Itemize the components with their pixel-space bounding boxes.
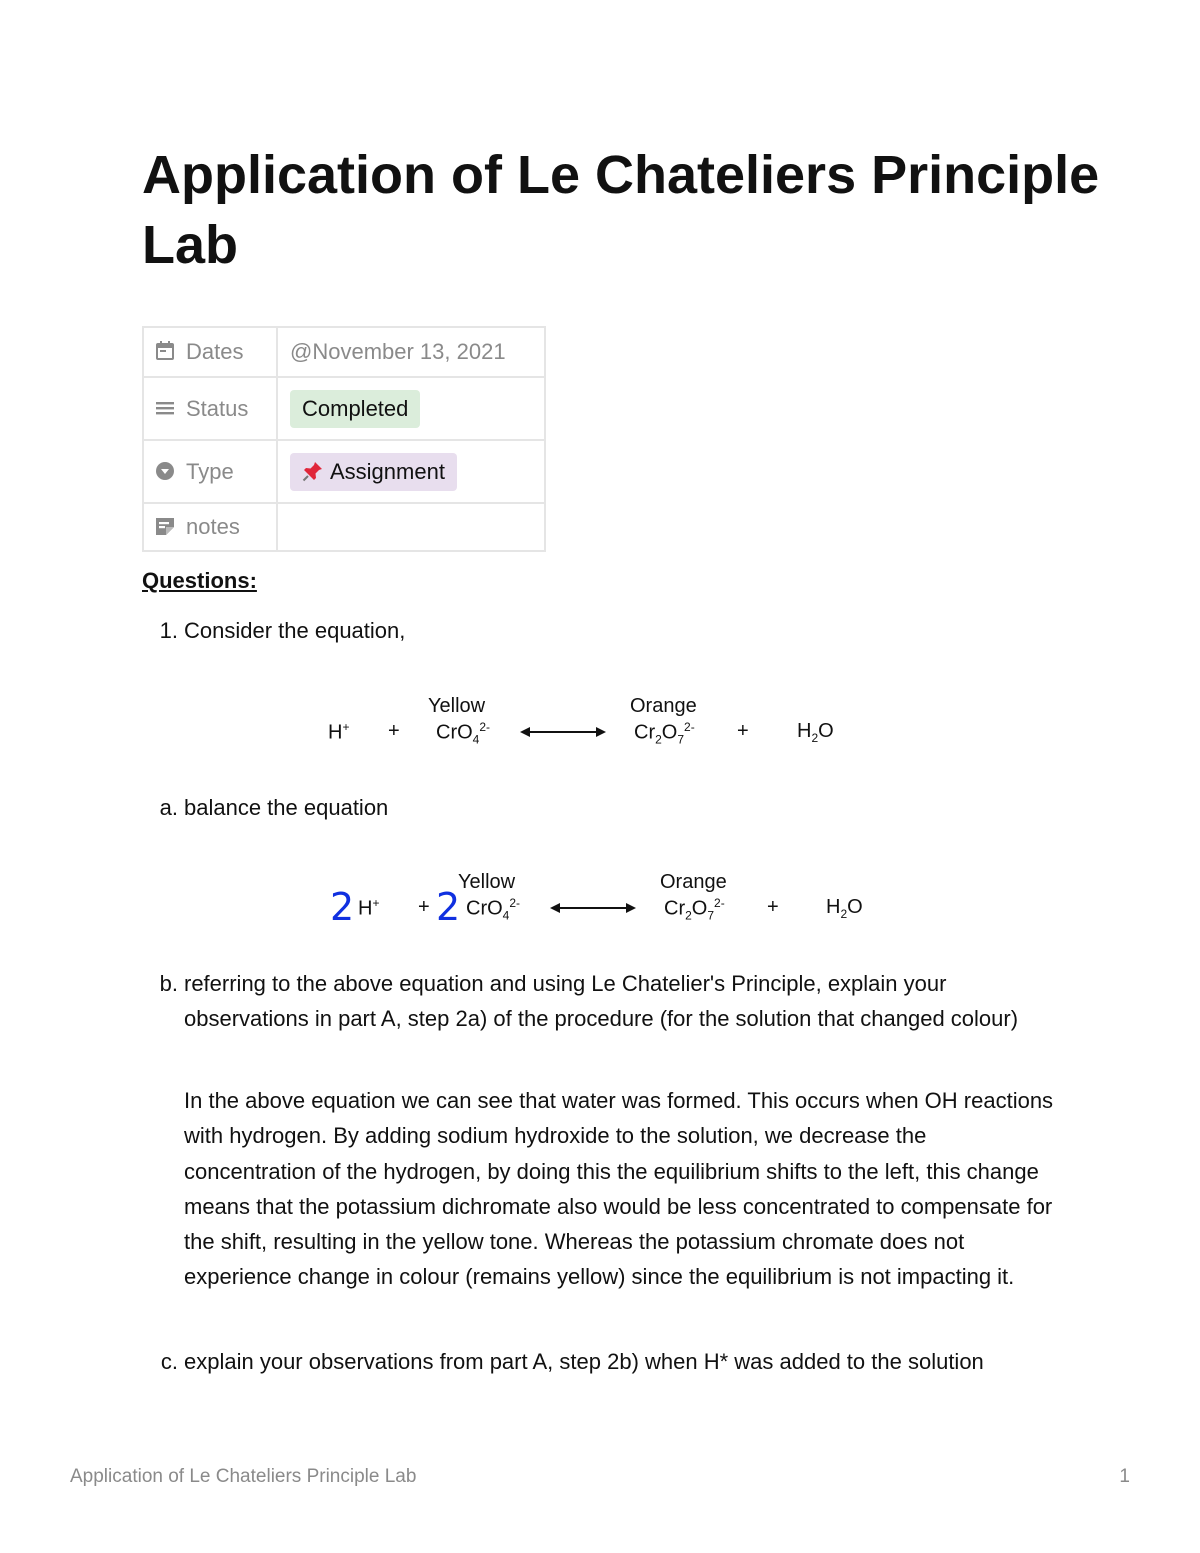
type-label: Assignment — [330, 458, 445, 484]
page-title: Application of Le Chateliers Principle Lab — [142, 145, 1100, 275]
dichromate: $Cr_2O_7^{2-}$ — [634, 720, 695, 747]
equilibrium-arrow — [550, 900, 636, 916]
property-key — [143, 377, 277, 440]
property-row-dates — [143, 327, 545, 377]
property-row-type — [143, 440, 545, 503]
date-value: @November 13, 2021 — [290, 339, 506, 364]
plus-sign: + — [388, 720, 400, 742]
property-key-label: Dates — [186, 339, 244, 364]
status-badge[interactable]: Completed — [290, 390, 420, 428]
water: $H_2O$ — [797, 720, 834, 745]
pushpin-icon — [302, 458, 324, 486]
plus-sign: + — [737, 720, 749, 742]
list-text: referring to the above equation and using Le Chatelier's Principle, explain your observations in part A, step 2a) of the procedure (for the solution that changed colour) — [184, 971, 1019, 1031]
orange-label: Orange — [660, 871, 727, 893]
footer-title: Application of Le Chateliers Principle Lab — [70, 1466, 417, 1487]
handwritten-coefficient: 2 — [330, 885, 355, 929]
plus-sign: + — [418, 896, 430, 918]
property-value[interactable] — [277, 377, 545, 440]
property-key — [143, 440, 277, 503]
property-row-status — [143, 377, 545, 440]
property-key — [143, 327, 277, 377]
dichromate: $Cr_2O_7^{2-}$ — [664, 896, 725, 923]
list-text: balance the equation — [184, 795, 389, 820]
handwritten-coefficient: 2 — [436, 885, 461, 929]
questions-heading: Questions: — [142, 568, 257, 593]
page-number: 1 — [1119, 1466, 1130, 1487]
property-key-label: notes — [186, 514, 240, 539]
page-footer — [70, 1466, 1130, 1488]
hydrogen-ion: H+ — [358, 896, 380, 920]
property-key-label: Status — [186, 395, 249, 421]
select-icon — [154, 460, 176, 482]
list-marker: b. — [159, 971, 178, 996]
note-icon — [154, 515, 176, 537]
property-value[interactable] — [277, 327, 545, 377]
list-marker: a. — [159, 795, 178, 820]
calendar-icon — [154, 340, 176, 362]
yellow-label: Yellow — [458, 871, 516, 893]
list-text: explain your observations from part A, step 2b) when H* was added to the solution — [184, 1349, 984, 1374]
properties-table — [142, 326, 546, 552]
property-row-notes — [143, 503, 545, 551]
yellow-label: Yellow — [428, 695, 486, 717]
plus-sign: + — [767, 896, 779, 918]
list-marker: 1. — [159, 618, 178, 643]
type-badge[interactable] — [290, 453, 457, 491]
list-marker: c. — [160, 1349, 178, 1374]
property-value[interactable] — [277, 503, 545, 551]
list-icon — [154, 397, 176, 419]
water: $H_2O$ — [826, 896, 863, 921]
equilibrium-arrow — [520, 724, 606, 740]
property-key-label: Type — [186, 458, 234, 484]
chromate: CrO$_4^{2-}$ — [466, 896, 521, 923]
property-value[interactable] — [277, 440, 545, 503]
property-key — [143, 503, 277, 551]
answer-paragraph: In the above equation we can see that water was formed. This occurs when OH reactions with hydrogen. By adding sodium hydroxide to the solution, we decrease the concentration of the hydrogen, by doing this the equilibrium shifts to the left, this change means that the potassium dichromate also would be less concentrated to compensate for the shift, resulting in the yellow tone. Whereas the potassium chromate does not experience change in colour (remains yellow) since the equilibrium is not impacting it. — [184, 1088, 1054, 1290]
hydrogen-ion: H+ — [328, 720, 350, 744]
orange-label: Orange — [630, 695, 697, 717]
chromate: CrO$_4^{2-}$ — [436, 720, 491, 747]
list-text: Consider the equation, — [184, 618, 406, 643]
